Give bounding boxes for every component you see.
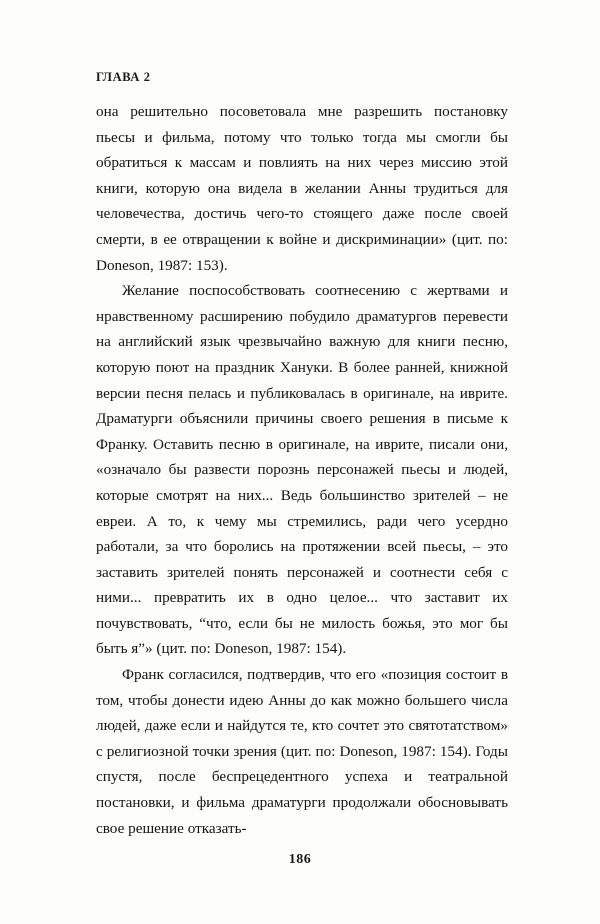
paragraph-3: Франк согласился, подтвердив, что его «позиция состоит в том, чтобы донести идею Анны до как можно большего числа людей, даже если и найдутся те, кто сочтет это святотатством» с религиозной точки зрения (цит. по: Doneson, 1987: 154). Годы спустя, после беспрецедентного успеха и театральной постановки, и фильма драматурги продолжали обосновывать свое решение отказать- [96,666,508,837]
running-head: ГЛАВА 2 [96,70,151,84]
page-number: 186 [288,852,312,867]
body-text [96,99,508,841]
paragraph-1: она решительно посоветовала мне разрешить постановку пьесы и фильма, потому что только тогда мы смогли бы обратиться к массам и повлиять на них через миссию этой книги, которую она видела в желании Анны трудиться для человечества, достичь чего-то стоящего даже после своей смерти, в ее отвращении к войне и дискриминации» (цит. по: Doneson, 1987: 153). [96,103,508,274]
page-text-block [96,70,508,841]
paragraph-2: Желание поспособствовать соотнесению с жертвами и нравственному расширению побудило драматургов перевести на английский язык чрезвычайно важную для книги песню, которую поют на праздник Хануки. В более ранней, книжной версии песня пелась и публиковалась в оригинале, на иврите. Драматурги объяснили причины своего решения в письме к Франку. Оставить песню в оригинале, на иврите, писали они, «означало бы развести порознь персонажей пьесы и людей, которые смотрят на них... Ведь большинство зрителей – не евреи. А то, к чему мы стремились, ради чего усердно работали, за что боролись на протяжении всей пьесы, – это заставить зрителей понять персонажей и соотнести себя с ними... превратить их в одно целое... что заставит их почувствовать, “что, если бы не милость божья, это мог бы быть я”» (цит. по: Doneson, 1987: 154). [96,282,508,658]
